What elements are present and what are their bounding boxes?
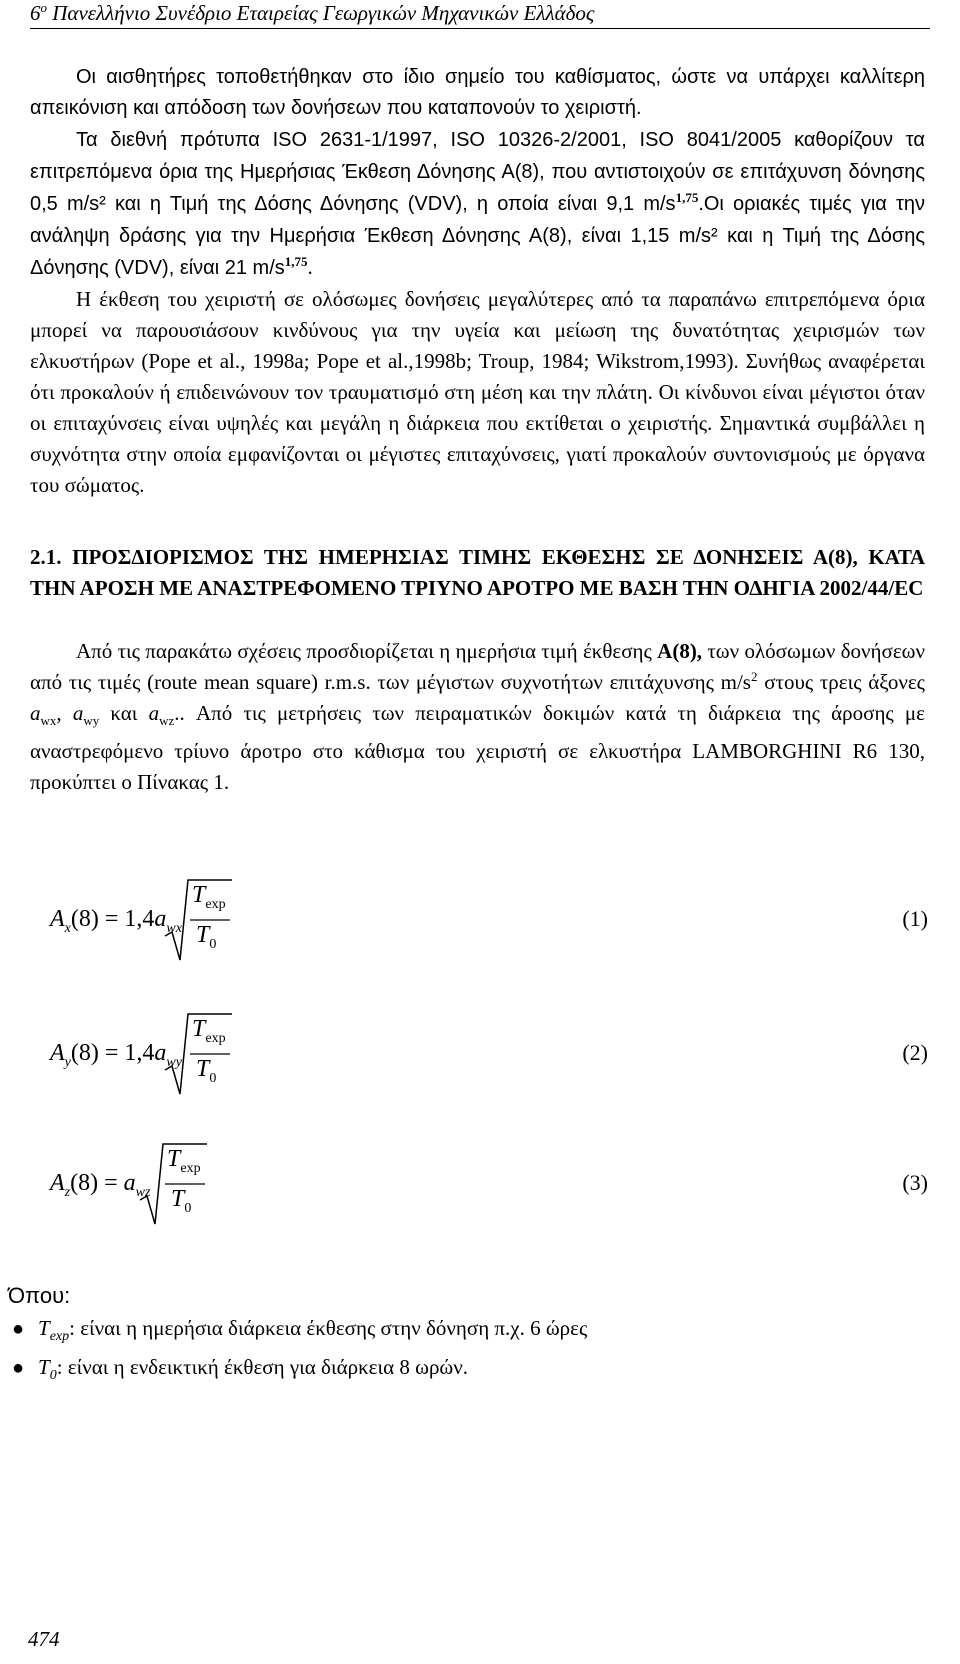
header-title-prefix: 6 — [30, 1, 41, 25]
def2-symbol: T — [38, 1355, 50, 1380]
definition-item — [12, 1313, 587, 1352]
section-paragraph-b: των ολόσωμων δονήσεων από τις τιμές (route mean square) r.m.s. των μέγιστων συχνοτήτων επιτάχυνσης m/s — [30, 639, 925, 694]
eq2-A-sub: y — [64, 1054, 71, 1070]
paragraph-1: Οι αισθητήρες τοποθετήθηκαν στο ίδιο σημείο του καθίσματος, ώστε να υπάρχει καλλίτερη απεικόνιση και απόδοση των δονήσεων που καταπονούν το χειριστή. — [30, 66, 925, 119]
paragraph-2-part-a: Τα διεθνή πρότυπα ISO 2631-1/1997, ISO 10326-2/2001, ISO 8041/2005 καθορίζουν τα επιτρεπόμενα όρια της Ημερήσιας Έκθεση Δόνησης Α(8), που αντιστοιχούν σε επιτάχυνση δόνησης 0,5 m/s² και η Τιμή της Δόσης Δόνησης (VDV), η οποία είναι 9,1 m/s — [30, 129, 925, 215]
eq1-a-sub: wx — [166, 920, 182, 936]
header-title-sup: ο — [40, 0, 47, 15]
eq1-A: A — [50, 906, 65, 932]
eq1-T-sub: exp — [205, 896, 226, 912]
paragraph-2-part-c: . — [307, 255, 313, 279]
definitions-list — [12, 1313, 587, 1391]
awx-symbol: a — [30, 701, 41, 725]
section-paragraph-c: στους τρεις άξονες — [757, 670, 925, 694]
awz-sub: wz — [159, 713, 175, 729]
sep-1: , — [56, 701, 73, 725]
def1-symbol: T — [38, 1316, 50, 1340]
paragraph-2-part-b: .Οι οριακές τιμές για την ανάληψη δράσης για την Ημερήσια Έκθεση Δόνησης Α(8), είναι 1,15 m/s² και η Τιμή της Δόσης Δόνησης (VDV), είναι 21 m/s — [30, 193, 926, 279]
eq3-radical — [0, 1140, 960, 1230]
eq3-mid: (8) = — [70, 1170, 124, 1196]
eq3-T-sub: exp — [180, 1160, 201, 1176]
section-paragraph — [30, 636, 925, 798]
eq2-T-sub: exp — [205, 1030, 226, 1046]
eq2-numerator — [192, 1016, 226, 1047]
section-paragraph-a: Από τις παρακάτω σχέσεις προσδιορίζεται η ημερήσια τιμή έκθεσης — [76, 639, 658, 663]
eq3-numerator — [167, 1146, 201, 1177]
eq2-a-sub: wy — [166, 1054, 182, 1070]
def1-text: : είναι η ημερήσια διάρκεια έκθεσης στην δόνηση π.χ. 6 ώρες — [69, 1316, 588, 1340]
eq3-T0: T — [171, 1186, 185, 1212]
where-label: Όπου: — [8, 1283, 71, 1308]
eq1-a: a — [154, 906, 167, 932]
definition-item — [12, 1352, 587, 1391]
eq3-A-sub: z — [64, 1184, 71, 1200]
eq1-T0: T — [196, 922, 210, 948]
eq3-a-sub: wz — [135, 1184, 151, 1200]
section-paragraph-d: .. Από τις μετρήσεις των πειραματικών δοκιμών κατά τη διάρκεια της άροσης με αναστρεφόμενο τρίυνο άροτρο στο κάθισμα του χειριστή σε ελκυστήρα LAMBORGHINI R6 130, προκύπτει ο Πίνακας 1. — [30, 701, 925, 795]
eq1-denominator — [196, 922, 216, 953]
eq3-denominator — [171, 1186, 191, 1217]
eq2-T: T — [192, 1016, 206, 1042]
awx-sub: wx — [40, 713, 57, 729]
eq2-a: a — [154, 1040, 167, 1066]
eq1-mid: (8) = 1,4 — [70, 906, 155, 932]
eq3-a: a — [123, 1170, 136, 1196]
eq2-T0-sub: 0 — [209, 1070, 217, 1086]
header-title-rest: Πανελλήνιο Συνέδριο Εταιρείας Γεωργικών Μηχανικών Ελλάδος — [47, 1, 595, 25]
eq1-number: (1) — [902, 906, 928, 931]
eq2-number: (2) — [902, 1040, 928, 1065]
eq2-denominator — [196, 1056, 216, 1087]
page-header — [30, 0, 930, 29]
paragraph-3: Η έκθεση του χειριστή σε ολόσωμες δονήσεις μεγαλύτερες από τα παραπάνω επιτρεπόμενα όρια μπορεί να παρουσιάσουν κινδύνους για την υγεία και μείωση της δυνατότητας χειρισμών των ελκυστήρων (Pope et al., 1998a; Pope et al.,1998b; Troup, 1984; Wikstrom,1993). Συνήθως αναφέρεται ότι προκαλούν ή επιδεινώνουν τον τραυματισμό στη μέση και την πλάτη. Οι κίνδυνοι είναι μέγιστοι όταν οι επιταχύνσεις είναι υψηλές και μεγάλη η διάρκεια που εκτίθεται ο χειριστής. Σημαντικά συμβάλλει η συχνότητα στην οποία εμφανίζονται οι μέγιστες επιταχύνσεις, γιατί προκαλούν συντονισμούς με όργανα του σώματος. — [30, 287, 925, 497]
section-paragraph-sup: 2 — [750, 669, 758, 684]
section-heading: 2.1. ΠΡΟΣΔΙΟΡΙΣΜΟΣ ΤΗΣ ΗΜΕΡΗΣΙΑΣ ΤΙΜΗΣ ΕΚΘΕΣΗΣ ΣΕ ΔΟΝΗΣΕΙΣ Α(8), ΚΑΤΑ ΤΗΝ ΑΡΟΣΗ ΜΕ ΑΝΑΣΤΡΕΦΟΜΕΝΟ ΤΡΙΥΝΟ ΑΡΟΤΡΟ ΜΕ ΒΑΣΗ ΤΗΝ ΟΔΗΓΙΑ 2002/44/EC — [30, 545, 925, 600]
eq2-A: A — [50, 1040, 65, 1066]
section-paragraph-bold: Α(8), — [657, 639, 703, 663]
bullet-icon: ● — [12, 1357, 25, 1380]
def2-sub: 0 — [49, 1368, 57, 1384]
eq1-T0-sub: 0 — [209, 936, 217, 952]
eq3-T: T — [167, 1146, 181, 1172]
eq1-A-sub: x — [64, 920, 71, 936]
section-body — [30, 636, 925, 798]
equation-2 — [0, 1010, 960, 1100]
paragraph-2-sup-1: 1,75 — [675, 190, 699, 205]
eq3-A: A — [50, 1170, 65, 1196]
page-number: 474 — [28, 1627, 60, 1651]
bullet-icon: ● — [12, 1318, 25, 1340]
eq1-T: T — [192, 882, 206, 908]
awy-sub: wy — [83, 713, 100, 729]
def2-text: : είναι η ενδεικτική έκθεση για διάρκεια 8 ωρών. — [56, 1355, 468, 1380]
eq1-radical — [0, 876, 960, 966]
paragraph-2-sup-2: 1,75 — [284, 254, 308, 269]
eq3-number: (3) — [902, 1170, 928, 1195]
sep-2: και — [99, 701, 149, 725]
body-paragraphs — [30, 62, 925, 501]
def1-sub: exp — [49, 1329, 70, 1345]
eq2-radical — [0, 1010, 960, 1100]
awy-symbol: a — [72, 701, 84, 725]
eq2-mid: (8) = 1,4 — [70, 1040, 155, 1066]
equation-3 — [0, 1140, 960, 1230]
paragraph-2 — [30, 124, 925, 284]
awz-symbol: a — [148, 701, 160, 725]
equation-1 — [0, 876, 960, 966]
eq1-numerator — [192, 882, 226, 913]
eq3-T0-sub: 0 — [184, 1200, 192, 1216]
eq2-T0: T — [196, 1056, 210, 1082]
